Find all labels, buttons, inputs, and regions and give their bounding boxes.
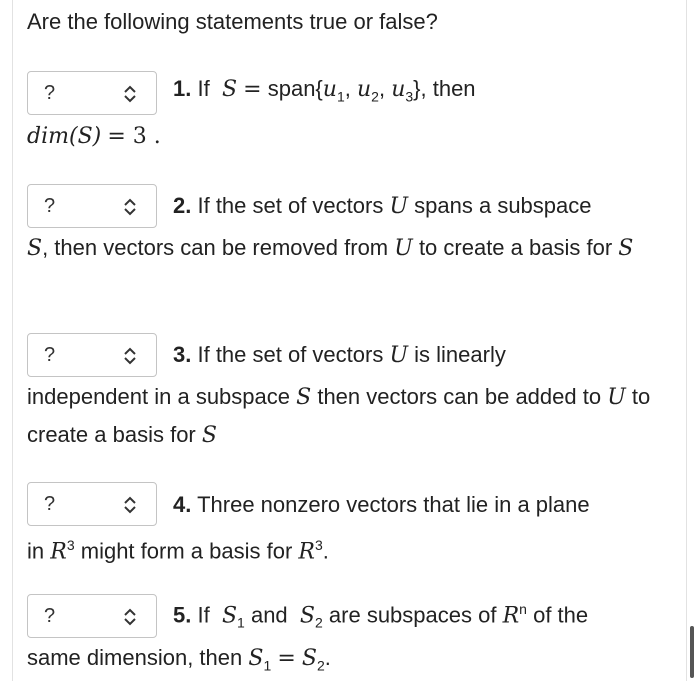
math-var: u [356,77,372,103]
question-text: . [324,645,331,670]
question-number: 3. [173,342,192,367]
math-var: S [301,646,317,671]
question-text: are subspaces of [328,601,497,627]
question-1: ? 1. If $S = span\{u_1$, $u_2$, $u_3$}, then dim(S) = 3 . [27,71,682,155]
question-text: in [27,538,45,564]
math-var: u [391,77,406,103]
select-value: ? [44,195,56,217]
question-text: to create a basis for [418,235,613,260]
select-value: ? [44,493,56,515]
math-var: U [389,194,409,219]
math-var: S [221,77,238,103]
question-text: If the set of vectors [197,193,384,218]
math-var: S [248,646,264,671]
math-var: dim [27,124,69,149]
question-text: same dimension, then [27,645,243,670]
chevron-up-down-icon [122,347,138,365]
question-3 [27,333,682,454]
question-text: to create a basis for [27,384,651,447]
math-equals: = [277,646,296,671]
chevron-up-down-icon [122,608,138,626]
math-equals: = 3 . [107,124,161,149]
question-text: Three nonzero vectors that lie in a plane [197,491,590,517]
right-border [686,0,687,681]
math-var: R [50,539,67,565]
question-text: spans a subspace [414,193,592,218]
chevron-up-down-icon [122,198,138,216]
question-text: If the set of vectors [197,342,384,367]
math-subscript: 3 [405,88,414,105]
true-false-select-3[interactable] [27,333,157,377]
question-text: If [197,76,210,102]
question-text: span{ [267,76,323,102]
math-var: U [394,236,413,261]
math-var: S [299,602,315,628]
math-var: S [201,423,217,448]
question-text: is linearly [414,342,506,367]
question-text: }, then [413,76,476,102]
math-var: U [607,385,626,410]
question-text: might form a basis for [80,538,293,564]
math-subscript: 2 [317,657,325,674]
true-false-select-1[interactable] [27,71,157,115]
select-value: ? [44,344,56,366]
math-subscript: 1 [336,88,345,105]
math-subscript: 2 [314,614,323,631]
select-value: ? [44,82,56,104]
question-text: then vectors can be added to [317,384,602,409]
math-var: (S) [68,124,102,149]
math-var: S [296,385,312,410]
math-var: R [502,602,520,628]
question-number: 5. [173,601,192,627]
question-number: 2. [173,193,192,218]
question-text: , then vectors can be removed from [42,235,389,260]
true-false-select-2[interactable] [27,184,157,228]
question-number: 4. [173,491,192,517]
math-subscript: 1 [237,614,245,631]
math-subscript: 1 [263,657,272,674]
question-number: 1. [173,76,192,102]
question-text: of the [533,601,589,627]
question-5 [27,594,682,684]
math-superscript: n [519,600,527,617]
math-equals: = [243,77,262,103]
math-var: S [27,236,43,261]
chevron-up-down-icon [122,85,138,103]
question-text: If [197,601,210,627]
math-var: S [221,602,238,628]
math-var: S [618,236,634,261]
math-var: u [322,77,337,103]
scrollbar[interactable] [690,626,694,678]
question-text: . [322,538,329,564]
chevron-up-down-icon [122,496,138,514]
math-var: U [389,343,409,368]
question-4 [27,482,682,570]
question-2 [27,184,682,267]
select-value: ? [44,605,56,627]
question-text: independent in a subspace [27,384,290,409]
question-text: and [250,601,288,627]
page-title: Are the following statements true or false? [27,9,438,34]
math-superscript: 3 [314,537,323,553]
true-false-select-4[interactable] [27,482,157,526]
left-border [12,0,13,681]
math-var: R [298,539,315,565]
true-false-select-5[interactable] [27,594,157,638]
math-superscript: 3 [66,537,75,553]
math-subscript: 2 [371,88,379,105]
